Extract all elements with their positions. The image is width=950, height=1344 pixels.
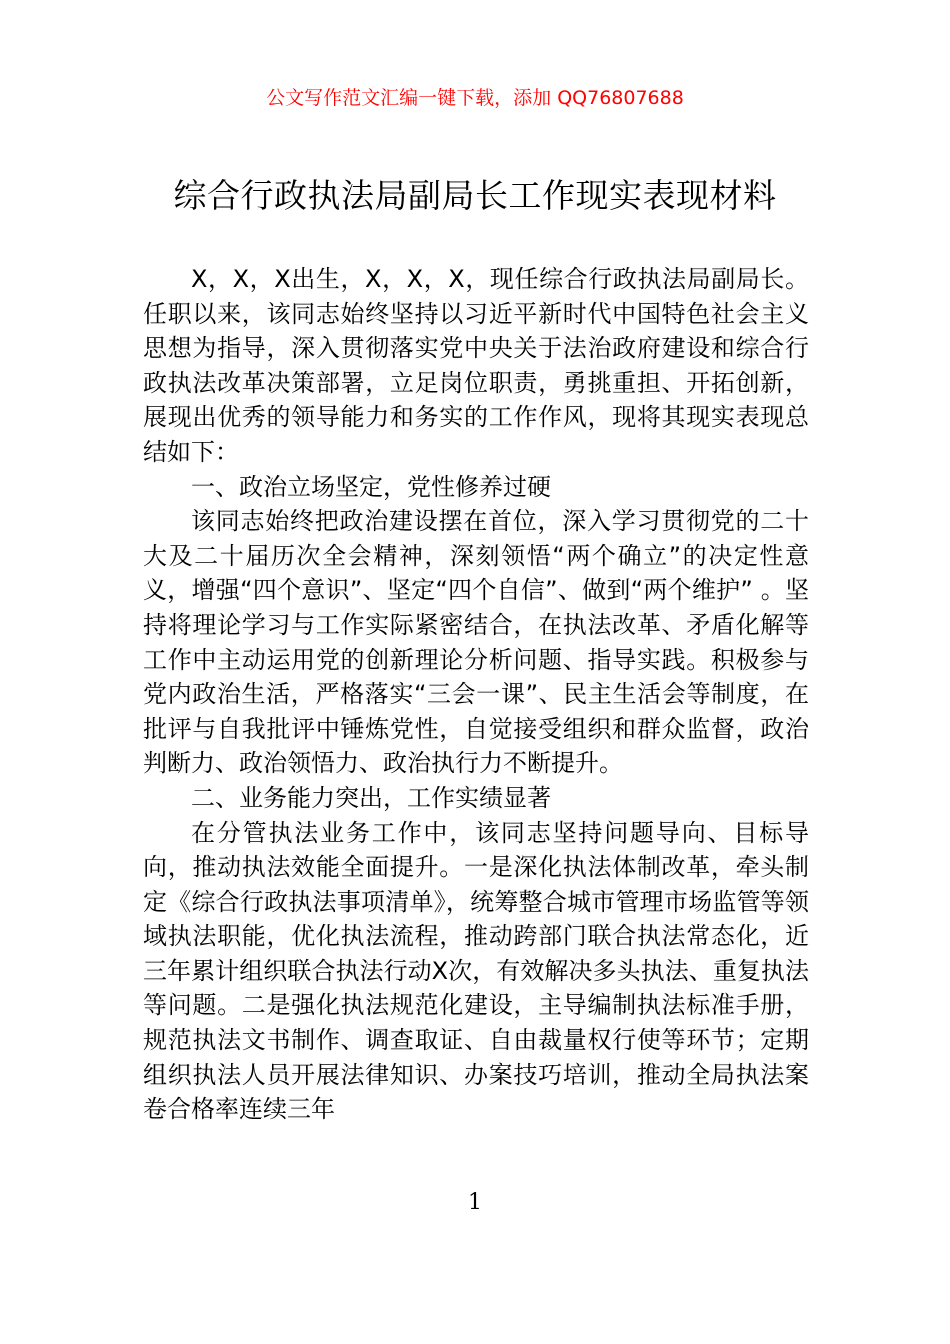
section-heading-1: 一、政治立场坚定，党性修养过硬: [191, 472, 551, 501]
section-1-paragraph: 该同志始终把政治建设摆在首位，深入学习贯彻党的二十大及二十届历次全会精神，深刻领悟“两个确立”的决定性意义，增强“四个意识”、坚定“四个自信”、做到“两个维护” 。坚持将理论学习与工作实际紧密结合，在执法改革、矛盾化解等工作中主动运用党的创新理论分析问题、指导实践。积极参与党内政治生活，严格落实“三会一课”、民主生活会等制度，在批评与自我批评中锤炼党性，自觉接受组织和群众监督，政治判断力、政治领悟力、政治执行力不断提升。: [143, 507, 809, 778]
document-body: [143, 262, 809, 1127]
page-number: 1: [468, 1190, 482, 1215]
download-notice: 公文写作范文汇编一键下载，添加 QQ76807688: [266, 87, 684, 109]
section-heading-2: 二、业务能力突出，工作实绩显著: [191, 783, 551, 812]
section-2-paragraph: 在分管执法业务工作中，该同志坚持问题导向、目标导向，推动执法效能全面提升。一是深化执法体制改革，牵头制定《综合行政执法事项清单》，统筹整合城市管理市场监管等领域执法职能，优化执法流程，推动跨部门联合执法常态化，近三年累计组织联合执法行动X次，有效解决多头执法、重复执法等问题。二是强化执法规范化建设，主导编制执法标准手册，规范执法文书制作、调查取证、自由裁量权行使等环节；定期组织执法人员开展法律知识、办案技巧培训，推动全局执法案卷合格率连续三年: [143, 818, 809, 1124]
intro-paragraph: X，X，X出生，X，X，X，现任综合行政执法局副局长。任职以来，该同志始终坚持以习近平新时代中国特色社会主义思想为指导，深入贯彻落实党中央关于法治政府建设和综合行政执法改革决策部署，立足岗位职责，勇挑重担、开拓创新，展现出优秀的领导能力和务实的工作作风，现将其现实表现总结如下：: [143, 265, 809, 466]
document-title: 综合行政执法局副局长工作现实表现材料: [173, 176, 777, 215]
